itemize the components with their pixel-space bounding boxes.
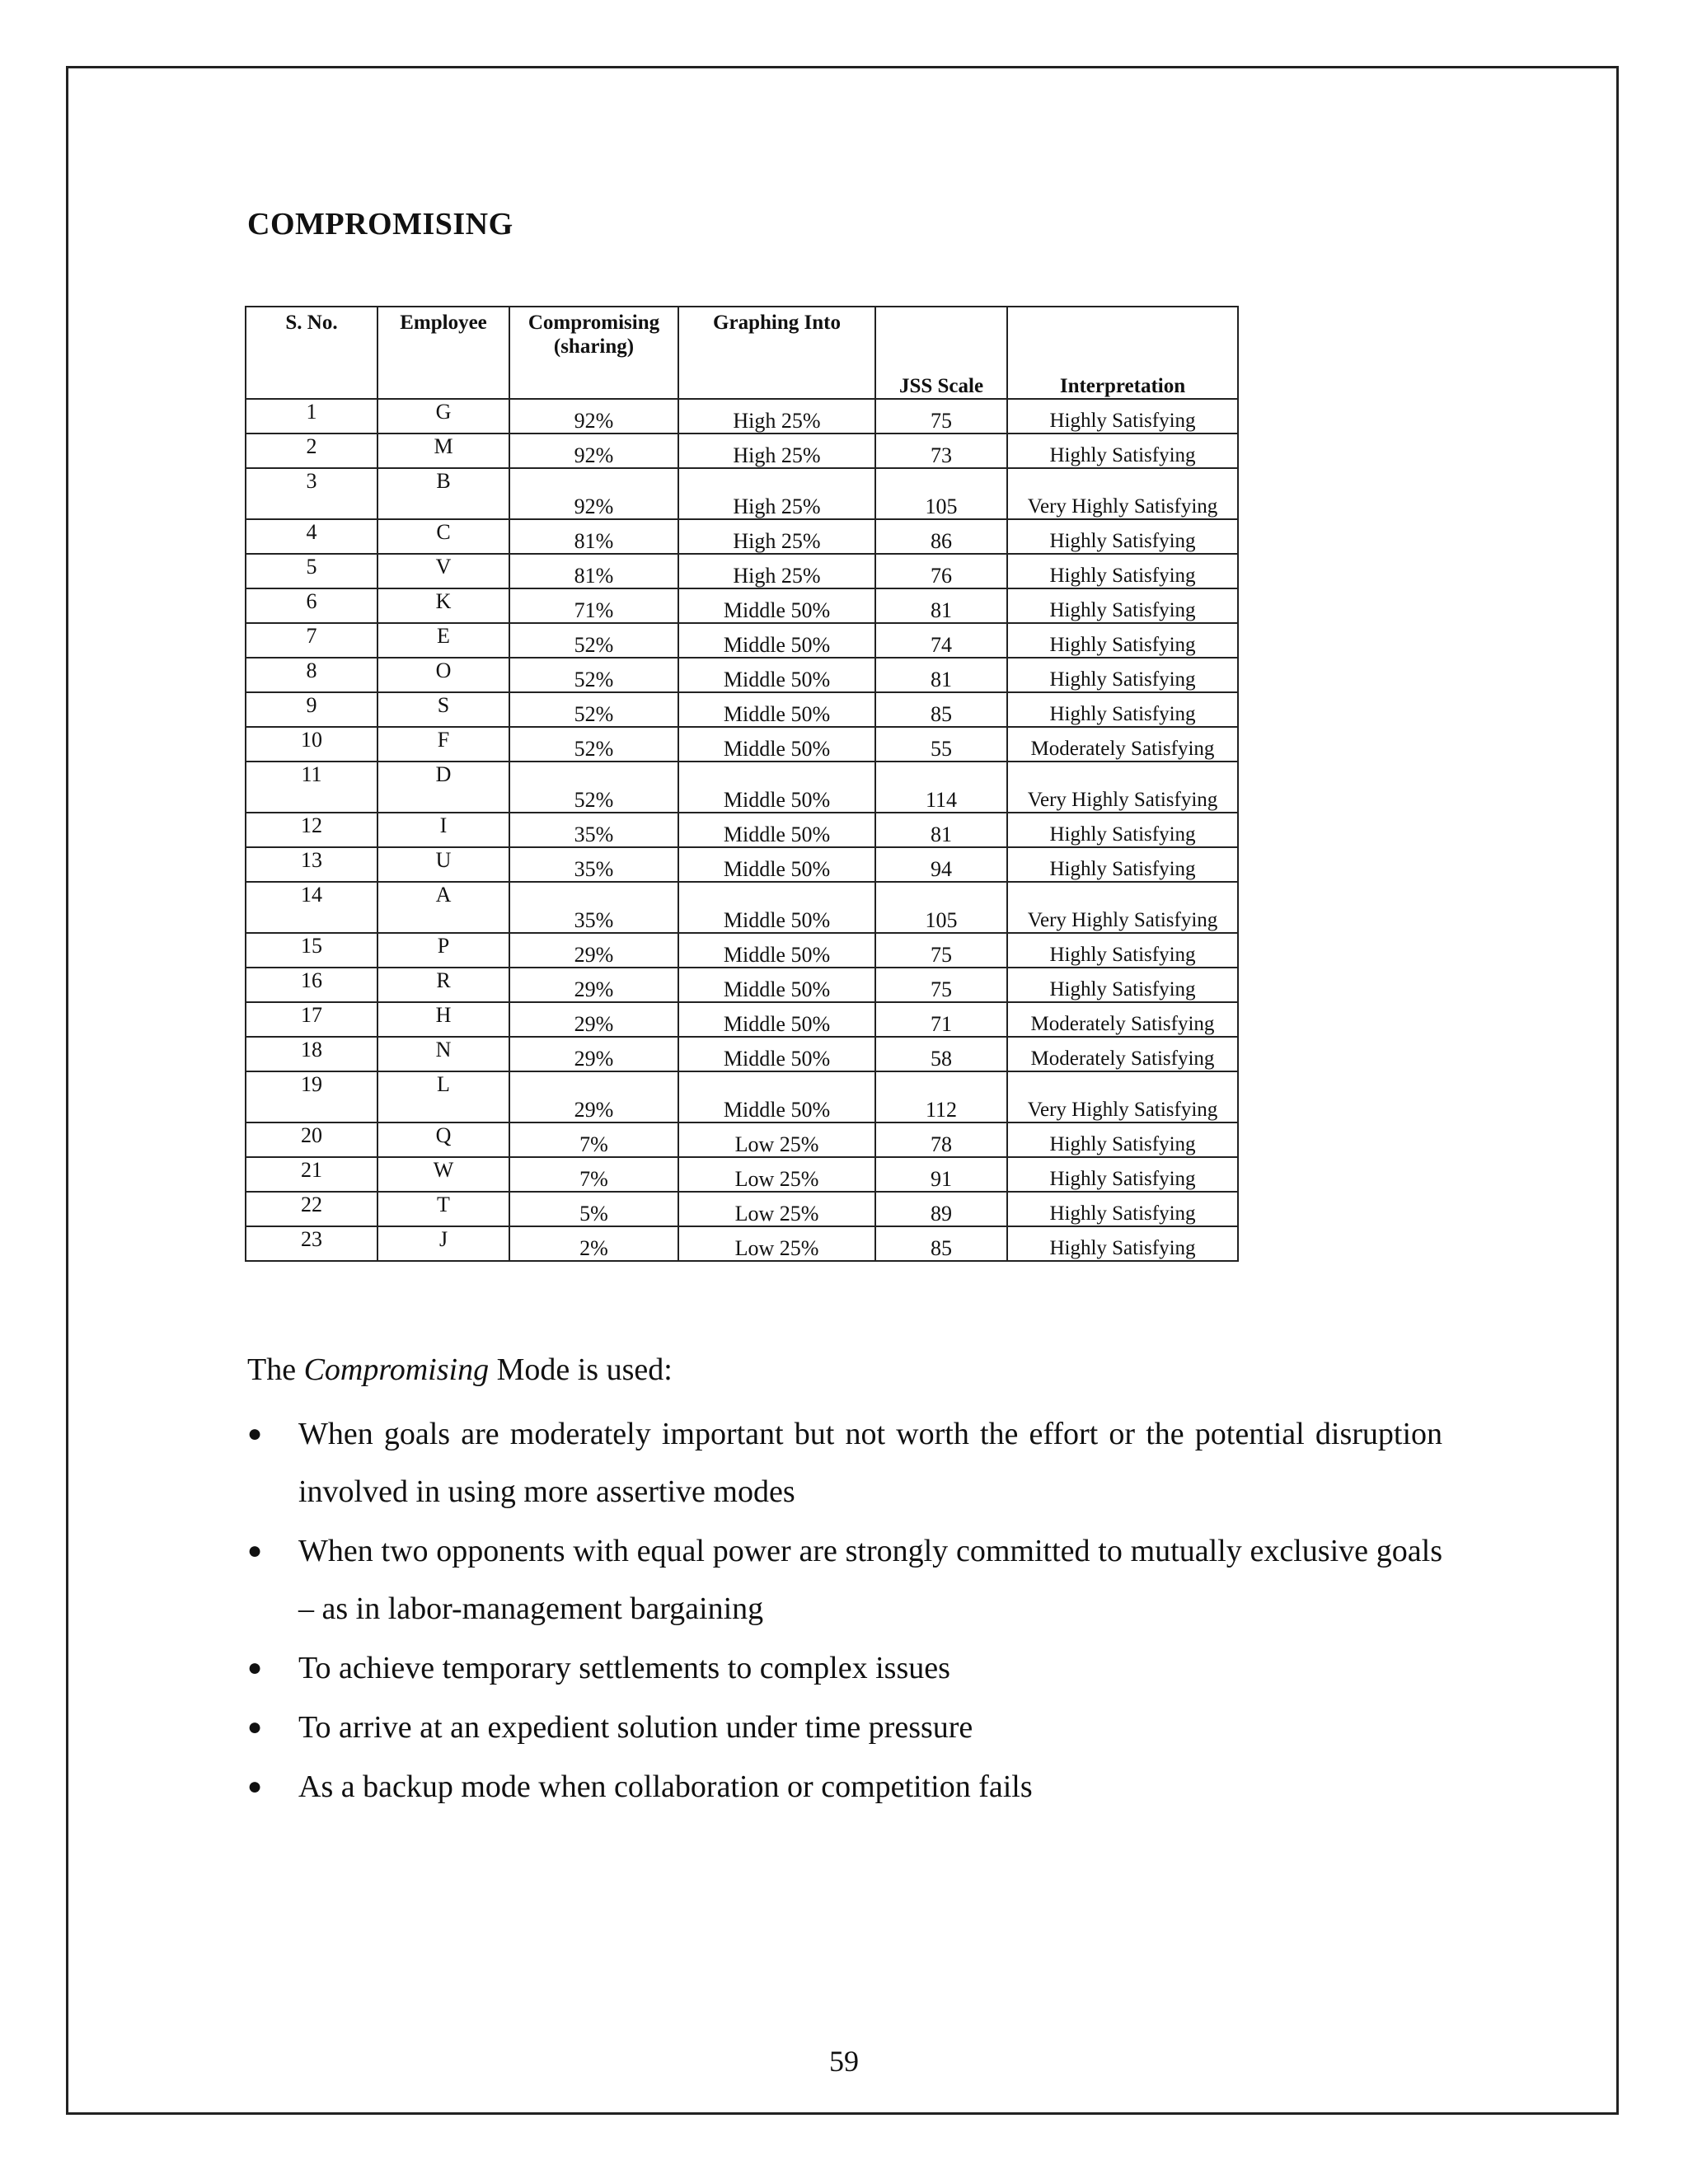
cell-interpretation: Highly Satisfying [1007, 692, 1238, 727]
table-row [246, 468, 1238, 519]
table-row [246, 1071, 1238, 1122]
table-row [246, 1226, 1238, 1261]
cell-interpretation: Highly Satisfying [1007, 1226, 1238, 1261]
bullet-icon: ● [247, 1773, 263, 1800]
cell-interpretation: Highly Satisfying [1007, 554, 1238, 588]
cell-jss: 55 [875, 727, 1007, 762]
cell-compromising: 7% [509, 1157, 678, 1192]
cell-graphing: Middle 50% [678, 692, 875, 727]
table-row [246, 1192, 1238, 1226]
cell-sno: 18 [246, 1037, 377, 1071]
cell-graphing: Low 25% [678, 1192, 875, 1226]
cell-sno: 5 [246, 554, 377, 588]
table-row [246, 692, 1238, 727]
cell-jss: 85 [875, 692, 1007, 727]
cell-compromising: 7% [509, 1122, 678, 1157]
cell-employee: B [377, 468, 509, 519]
table-row [246, 762, 1238, 813]
bullet-text: To achieve temporary settlements to complex issues [298, 1651, 950, 1685]
cell-compromising: 81% [509, 554, 678, 588]
cell-sno: 3 [246, 468, 377, 519]
cell-interpretation: Highly Satisfying [1007, 933, 1238, 968]
cell-interpretation: Highly Satisfying [1007, 847, 1238, 882]
bullet-list [247, 1405, 1442, 1817]
cell-interpretation: Highly Satisfying [1007, 434, 1238, 468]
cell-employee: V [377, 554, 509, 588]
cell-jss: 81 [875, 588, 1007, 623]
cell-employee: F [377, 727, 509, 762]
cell-sno: 15 [246, 933, 377, 968]
cell-interpretation: Very Highly Satisfying [1007, 882, 1238, 933]
bullet-icon: ● [247, 1654, 263, 1681]
cell-jss: 81 [875, 813, 1007, 847]
table-row [246, 1157, 1238, 1192]
cell-employee: M [377, 434, 509, 468]
cell-compromising: 5% [509, 1192, 678, 1226]
bullet-item [247, 1639, 1442, 1697]
cell-jss: 112 [875, 1071, 1007, 1122]
cell-graphing: Middle 50% [678, 933, 875, 968]
cell-interpretation: Moderately Satisfying [1007, 1002, 1238, 1037]
cell-interpretation: Highly Satisfying [1007, 588, 1238, 623]
cell-employee: K [377, 588, 509, 623]
header-jss: JSS Scale [875, 307, 1007, 399]
cell-compromising: 81% [509, 519, 678, 554]
table-row [246, 588, 1238, 623]
cell-jss: 105 [875, 882, 1007, 933]
cell-interpretation: Very Highly Satisfying [1007, 762, 1238, 813]
cell-compromising: 35% [509, 813, 678, 847]
table-row [246, 727, 1238, 762]
cell-graphing: Low 25% [678, 1122, 875, 1157]
cell-graphing: Middle 50% [678, 623, 875, 658]
cell-graphing: Middle 50% [678, 658, 875, 692]
cell-graphing: High 25% [678, 434, 875, 468]
cell-employee: U [377, 847, 509, 882]
cell-sno: 20 [246, 1122, 377, 1157]
cell-sno: 2 [246, 434, 377, 468]
cell-sno: 14 [246, 882, 377, 933]
cell-compromising: 92% [509, 434, 678, 468]
cell-sno: 10 [246, 727, 377, 762]
bullet-text: When goals are moderately important but not worth the effort or the potential disruption involved in using more assertive modes [298, 1417, 1442, 1509]
cell-interpretation: Very Highly Satisfying [1007, 1071, 1238, 1122]
cell-compromising: 52% [509, 762, 678, 813]
table-row [246, 434, 1238, 468]
cell-employee: J [377, 1226, 509, 1261]
cell-jss: 94 [875, 847, 1007, 882]
cell-sno: 17 [246, 1002, 377, 1037]
cell-sno: 9 [246, 692, 377, 727]
cell-compromising: 29% [509, 1071, 678, 1122]
cell-jss: 74 [875, 623, 1007, 658]
cell-jss: 78 [875, 1122, 1007, 1157]
bullet-text: As a backup mode when collaboration or competition fails [298, 1769, 1033, 1804]
intro-prefix: The [247, 1352, 304, 1387]
cell-jss: 76 [875, 554, 1007, 588]
header-graphing: Graphing Into [678, 307, 875, 399]
cell-employee: N [377, 1037, 509, 1071]
header-employee: Employee [377, 307, 509, 399]
cell-graphing: Middle 50% [678, 847, 875, 882]
cell-interpretation: Highly Satisfying [1007, 399, 1238, 434]
cell-graphing: Middle 50% [678, 1037, 875, 1071]
cell-compromising: 35% [509, 847, 678, 882]
intro-emphasis: Compromising [303, 1352, 490, 1387]
cell-employee: H [377, 1002, 509, 1037]
table-row [246, 813, 1238, 847]
section-heading: COMPROMISING [247, 207, 513, 241]
table-row [246, 1122, 1238, 1157]
cell-sno: 19 [246, 1071, 377, 1122]
bullet-item [247, 1405, 1442, 1521]
cell-sno: 8 [246, 658, 377, 692]
table-row [246, 933, 1238, 968]
cell-compromising: 29% [509, 1037, 678, 1071]
table-row [246, 1037, 1238, 1071]
cell-sno: 12 [246, 813, 377, 847]
cell-sno: 13 [246, 847, 377, 882]
intro-sentence [247, 1352, 673, 1388]
cell-compromising: 52% [509, 623, 678, 658]
bullet-item [247, 1522, 1442, 1638]
cell-employee: D [377, 762, 509, 813]
cell-jss: 71 [875, 1002, 1007, 1037]
cell-compromising: 29% [509, 1002, 678, 1037]
bullet-item [247, 1699, 1442, 1756]
cell-jss: 105 [875, 468, 1007, 519]
table-row [246, 658, 1238, 692]
table-row [246, 882, 1238, 933]
compromising-table [245, 306, 1239, 1262]
cell-graphing: High 25% [678, 468, 875, 519]
cell-compromising: 92% [509, 468, 678, 519]
cell-sno: 1 [246, 399, 377, 434]
cell-interpretation: Moderately Satisfying [1007, 727, 1238, 762]
cell-jss: 75 [875, 933, 1007, 968]
cell-jss: 81 [875, 658, 1007, 692]
intro-suffix: Mode is used: [489, 1352, 673, 1387]
cell-employee: P [377, 933, 509, 968]
cell-sno: 7 [246, 623, 377, 658]
cell-interpretation: Highly Satisfying [1007, 1192, 1238, 1226]
bullet-text: To arrive at an expedient solution under time pressure [298, 1710, 973, 1745]
page-number: 59 [829, 2045, 859, 2078]
cell-jss: 75 [875, 968, 1007, 1002]
cell-interpretation: Moderately Satisfying [1007, 1037, 1238, 1071]
cell-sno: 4 [246, 519, 377, 554]
cell-employee: W [377, 1157, 509, 1192]
cell-interpretation: Highly Satisfying [1007, 1122, 1238, 1157]
cell-jss: 58 [875, 1037, 1007, 1071]
cell-sno: 23 [246, 1226, 377, 1261]
table-row [246, 399, 1238, 434]
cell-sno: 21 [246, 1157, 377, 1192]
cell-employee: A [377, 882, 509, 933]
cell-employee: I [377, 813, 509, 847]
cell-sno: 16 [246, 968, 377, 1002]
cell-jss: 89 [875, 1192, 1007, 1226]
cell-sno: 22 [246, 1192, 377, 1226]
header-interpretation: Interpretation [1007, 307, 1238, 399]
cell-graphing: Middle 50% [678, 968, 875, 1002]
cell-compromising: 92% [509, 399, 678, 434]
bullet-icon: ● [247, 1537, 263, 1564]
cell-graphing: Middle 50% [678, 813, 875, 847]
cell-compromising: 71% [509, 588, 678, 623]
table-row [246, 847, 1238, 882]
header-sno: S. No. [246, 307, 377, 399]
cell-employee: R [377, 968, 509, 1002]
cell-sno: 11 [246, 762, 377, 813]
cell-employee: L [377, 1071, 509, 1122]
bullet-icon: ● [247, 1713, 263, 1741]
header-compromising: Compromising (sharing) [509, 307, 678, 399]
cell-graphing: High 25% [678, 554, 875, 588]
cell-compromising: 52% [509, 727, 678, 762]
cell-graphing: High 25% [678, 399, 875, 434]
cell-jss: 75 [875, 399, 1007, 434]
cell-employee: S [377, 692, 509, 727]
cell-employee: C [377, 519, 509, 554]
cell-employee: O [377, 658, 509, 692]
table-row [246, 519, 1238, 554]
cell-employee: G [377, 399, 509, 434]
cell-graphing: Middle 50% [678, 588, 875, 623]
cell-graphing: Middle 50% [678, 762, 875, 813]
bullet-item [247, 1758, 1442, 1816]
table-row [246, 554, 1238, 588]
cell-graphing: Middle 50% [678, 1071, 875, 1122]
cell-graphing: Low 25% [678, 1226, 875, 1261]
table-row [246, 968, 1238, 1002]
table-header-row [246, 307, 1238, 399]
cell-jss: 114 [875, 762, 1007, 813]
cell-compromising: 52% [509, 658, 678, 692]
table-body [246, 399, 1238, 1261]
cell-jss: 85 [875, 1226, 1007, 1261]
cell-sno: 6 [246, 588, 377, 623]
cell-interpretation: Highly Satisfying [1007, 813, 1238, 847]
cell-graphing: Middle 50% [678, 1002, 875, 1037]
cell-employee: E [377, 623, 509, 658]
cell-interpretation: Highly Satisfying [1007, 658, 1238, 692]
cell-graphing: Low 25% [678, 1157, 875, 1192]
cell-compromising: 35% [509, 882, 678, 933]
cell-graphing: Middle 50% [678, 727, 875, 762]
cell-interpretation: Highly Satisfying [1007, 1157, 1238, 1192]
cell-interpretation: Highly Satisfying [1007, 623, 1238, 658]
bullet-text: When two opponents with equal power are strongly committed to mutually exclusive goals – as in labor-management bargaining [298, 1534, 1442, 1626]
bullet-icon: ● [247, 1420, 263, 1447]
cell-compromising: 2% [509, 1226, 678, 1261]
cell-compromising: 29% [509, 968, 678, 1002]
cell-graphing: High 25% [678, 519, 875, 554]
cell-interpretation: Highly Satisfying [1007, 519, 1238, 554]
cell-interpretation: Very Highly Satisfying [1007, 468, 1238, 519]
table-row [246, 1002, 1238, 1037]
cell-compromising: 52% [509, 692, 678, 727]
table-row [246, 623, 1238, 658]
cell-jss: 86 [875, 519, 1007, 554]
cell-graphing: Middle 50% [678, 882, 875, 933]
cell-compromising: 29% [509, 933, 678, 968]
cell-employee: T [377, 1192, 509, 1226]
cell-interpretation: Highly Satisfying [1007, 968, 1238, 1002]
cell-jss: 73 [875, 434, 1007, 468]
cell-jss: 91 [875, 1157, 1007, 1192]
cell-employee: Q [377, 1122, 509, 1157]
